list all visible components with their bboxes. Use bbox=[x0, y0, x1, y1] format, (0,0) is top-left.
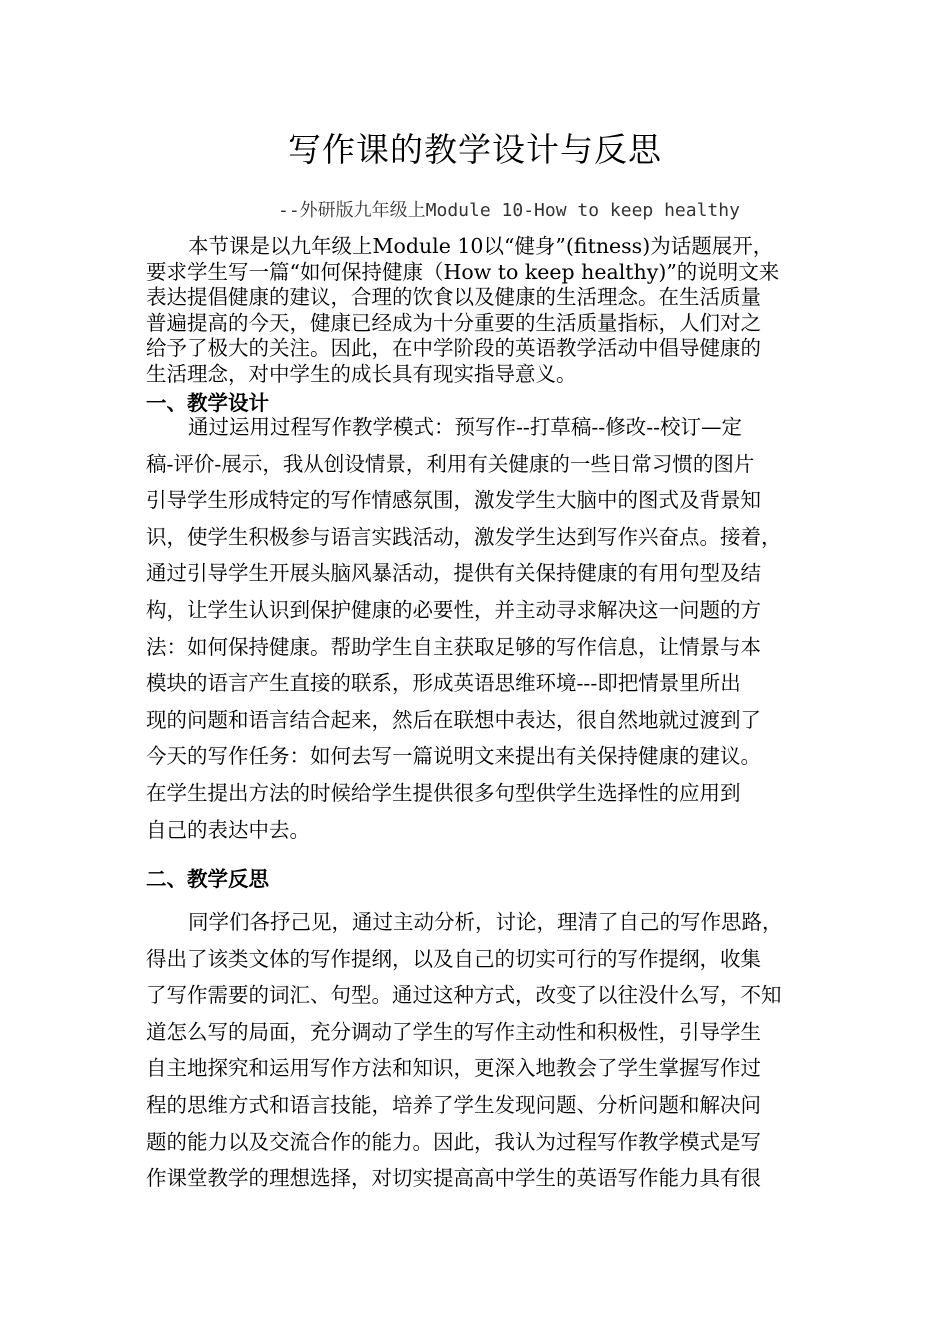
paragraph-line: 法：如何保持健康。帮助学生自主获取足够的写作信息，让情景与本 bbox=[146, 634, 761, 659]
document-subtitle: --外研版九年级上Module 10-How to keep healthy bbox=[278, 200, 740, 221]
section-heading-teaching-design: 一、教学设计 bbox=[146, 391, 269, 415]
paragraph-line: 在学生提出方法的时候给学生提供很多句型供学生选择性的应用到 bbox=[146, 780, 741, 805]
paragraph-line: 程的思维方式和语言技能，培养了学生发现问题、分析问题和解决问 bbox=[146, 1092, 761, 1117]
paragraph-line: 现的问题和语言结合起来，然后在联想中表达，很自然地就过渡到了 bbox=[146, 707, 761, 732]
intro-line: 普遍提高的今天，健康已经成为十分重要的生活质量指标，人们对之 bbox=[146, 310, 761, 335]
intro-line: 给予了极大的关注。因此，在中学阶段的英语教学活动中倡导健康的 bbox=[146, 336, 761, 360]
paragraph-line: 引导学生形成特定的写作情感氛围，激发学生大脑中的图式及背景知 bbox=[146, 488, 761, 513]
paragraph-line: 今天的写作任务：如何去写一篇说明文来提出有关保持健康的建议。 bbox=[146, 744, 761, 769]
intro-line: 表达提倡健康的建议，合理的饮食以及健康的生活理念。在生活质量 bbox=[146, 285, 761, 309]
paragraph-line: 同学们各抒己见，通过主动分析，讨论，理清了自己的写作思路， bbox=[188, 910, 783, 934]
document-title: 写作课的教学设计与反思 bbox=[288, 130, 662, 169]
teaching-reflection-paragraph bbox=[146, 904, 820, 1197]
paragraph-line: 识，使学生积极参与语言实践活动，激发学生达到写作兴奋点。接着， bbox=[146, 524, 782, 549]
section-heading-teaching-reflection: 二、教学反思 bbox=[146, 867, 269, 891]
paragraph-line: 构，让学生认识到保护健康的必要性，并主动寻求解决这一问题的方 bbox=[146, 597, 761, 622]
intro-line: 本节课是以九年级上Module 10以“健身”(fitness)为话题展开， bbox=[188, 234, 774, 258]
paragraph-line: 自主地探究和运用写作方法和知识，更深入地教会了学生掌握写作过 bbox=[146, 1056, 761, 1081]
paragraph-line: 得出了该类文体的写作提纲，以及自己的切实可行的写作提纲，收集 bbox=[146, 946, 761, 971]
intro-paragraph bbox=[146, 234, 820, 387]
paragraph-line: 自己的表达中去。 bbox=[146, 817, 310, 842]
intro-line: 要求学生写一篇“如何保持健康（How to keep healthy)”的说明文来 bbox=[146, 259, 780, 284]
paragraph-line: 通过运用过程写作教学模式：预写作--打草稿--修改--校订—定 bbox=[188, 415, 743, 439]
paragraph-line: 了写作需要的词汇、句型。通过这种方式，改变了以往没什么写，不知 bbox=[146, 983, 782, 1008]
paragraph-line: 通过引导学生开展头脑风暴活动，提供有关保持健康的有用句型及结 bbox=[146, 561, 761, 586]
paragraph-line: 道怎么写的局面，充分调动了学生的写作主动性和积极性，引导学生 bbox=[146, 1019, 761, 1044]
paragraph-line: 模块的语言产生直接的联系，形成英语思维环境---即把情景里所出 bbox=[146, 671, 741, 696]
teaching-design-paragraph bbox=[146, 409, 820, 848]
paragraph-line: 题的能力以及交流合作的能力。因此，我认为过程写作教学模式是写 bbox=[146, 1129, 761, 1154]
paragraph-line: 稿-评价-展示，我从创设情景，利用有关健康的一些日常习惯的图片 bbox=[146, 451, 755, 476]
paragraph-line: 作课堂教学的理想选择，对切实提高高中学生的英语写作能力具有很 bbox=[146, 1166, 761, 1191]
intro-line: 生活理念，对中学生的成长具有现实指导意义。 bbox=[146, 361, 577, 386]
